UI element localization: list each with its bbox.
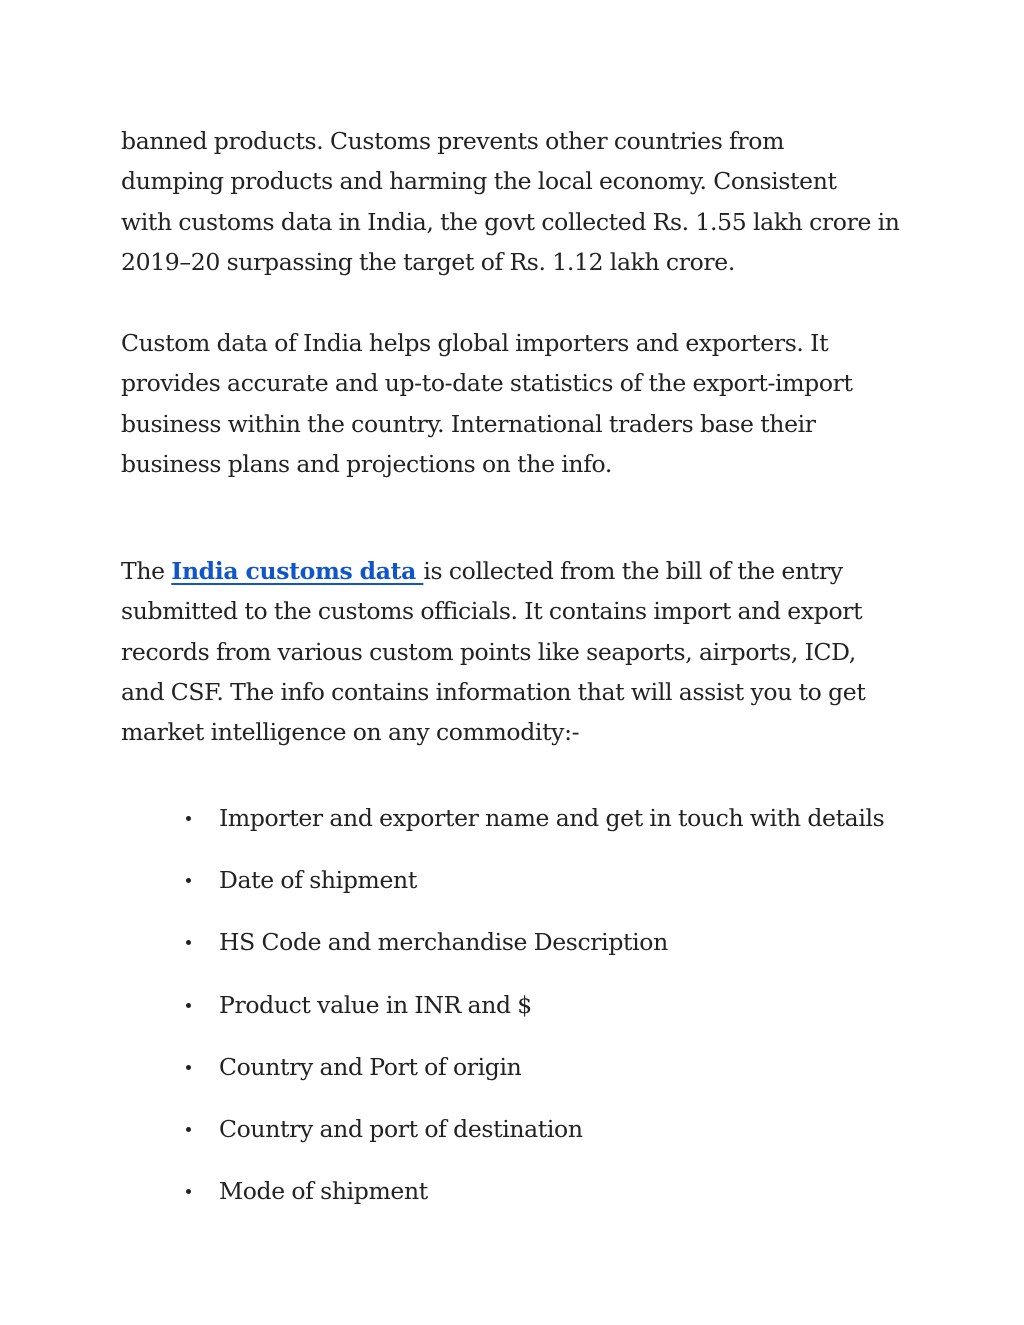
list-item-text: Country and port of destination: [219, 1114, 583, 1143]
text-run: The: [121, 557, 172, 585]
paragraph-line: market intelligence on any commodity:-: [121, 718, 580, 747]
paragraph-data-collection: [121, 551, 921, 752]
paragraph-line: dumping products and harming the local economy. Consistent: [121, 167, 837, 196]
india-customs-data-link[interactable]: India customs data: [171, 557, 424, 585]
paragraph-line: [121, 551, 921, 591]
paragraph-line: with customs data in India, the govt collected Rs. 1.55 lakh crore in: [121, 207, 900, 236]
paragraph-line: provides accurate and up-to-date statistics of the export-import: [121, 369, 853, 398]
text-run: is collected from the bill of the entry: [423, 557, 843, 585]
list-item: [0, 1047, 1024, 1109]
paragraph-line: business within the country. International traders base their: [121, 409, 816, 438]
bullet-icon: [186, 940, 191, 945]
paragraph-line: and CSF. The info contains information that will assist you to get: [121, 677, 866, 706]
bullet-icon: [186, 1127, 191, 1132]
list-item: [0, 798, 1024, 860]
list-item-text: Country and Port of origin: [219, 1052, 522, 1081]
commodity-info-list: [0, 798, 1024, 1233]
bullet-icon: [186, 1065, 191, 1070]
paragraph-line: 2019–20 surpassing the target of Rs. 1.12 lakh crore.: [121, 247, 735, 276]
paragraph-global-traders: [121, 323, 921, 484]
paragraph-line: records from various custom points like seaports, airports, ICD,: [121, 637, 856, 666]
list-item: [0, 1171, 1024, 1233]
paragraph-line: Custom data of India helps global importers and exporters. It: [121, 329, 829, 357]
bullet-icon: [186, 1189, 191, 1194]
list-item-text: Importer and exporter name and get in touch with details: [219, 804, 885, 832]
bullet-icon: [186, 1003, 191, 1008]
bullet-icon: [186, 878, 191, 883]
bullet-icon: [186, 816, 191, 821]
list-item-text: Mode of shipment: [219, 1177, 428, 1206]
paragraph-customs-revenue: [121, 121, 921, 282]
paragraph-line: submitted to the customs officials. It contains import and export: [121, 597, 863, 626]
list-item-text: Date of shipment: [219, 866, 417, 895]
paragraph-line: business plans and projections on the info.: [121, 449, 613, 478]
list-item-text: HS Code and merchandise Description: [219, 928, 668, 957]
list-item: [0, 860, 1024, 922]
paragraph-line: banned products. Customs prevents other countries from: [121, 127, 785, 155]
list-item: [0, 1109, 1024, 1171]
list-item: [0, 922, 1024, 984]
list-item: [0, 985, 1024, 1047]
list-item-text: Product value in INR and $: [219, 990, 532, 1019]
